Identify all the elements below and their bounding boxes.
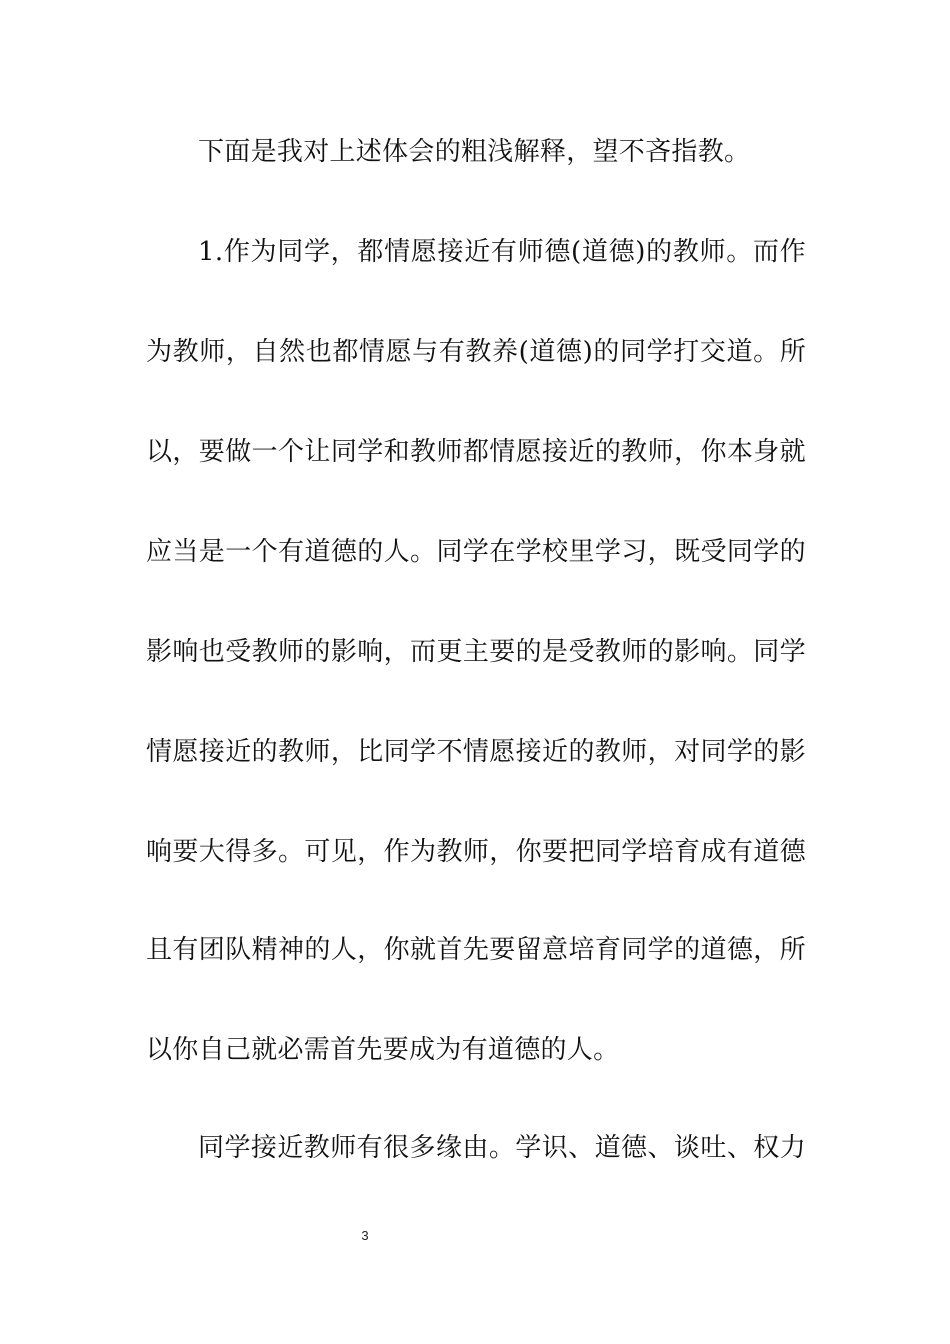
paragraph-2-line-3: 以，要做一个让同学和教师都情愿接近的教师，你本身就 <box>146 437 806 467</box>
paragraph-3-line-1: 同学接近教师有很多缘由。学识、道德、谈吐、权力 <box>198 1133 806 1163</box>
paragraph-2-line-8: 且有团队精神的人，你就首先要留意培育同学的道德，所 <box>146 935 806 965</box>
paragraph-2-line-1: 1.作为同学，都情愿接近有师德(道德)的教师。而作 <box>198 237 806 267</box>
paragraph-2-line-6: 情愿接近的教师，比同学不情愿接近的教师，对同学的影 <box>146 737 806 767</box>
paragraph-1-line-1: 下面是我对上述体会的粗浅解释，望不吝指教。 <box>198 137 751 167</box>
page-number: 3 <box>361 1228 369 1243</box>
paragraph-2-line-7: 响要大得多。可见，作为教师，你要把同学培育成有道德 <box>146 837 806 867</box>
paragraph-2-line-5: 影响也受教师的影响，而更主要的是受教师的影响。同学 <box>146 637 806 667</box>
paragraph-2-line-4: 应当是一个有道德的人。同学在学校里学习，既受同学的 <box>146 537 806 567</box>
paragraph-2-line-2: 为教师，自然也都情愿与有教养(道德)的同学打交道。所 <box>146 337 806 367</box>
paragraph-2-line-9: 以你自己就必需首先要成为有道德的人。 <box>146 1035 620 1065</box>
